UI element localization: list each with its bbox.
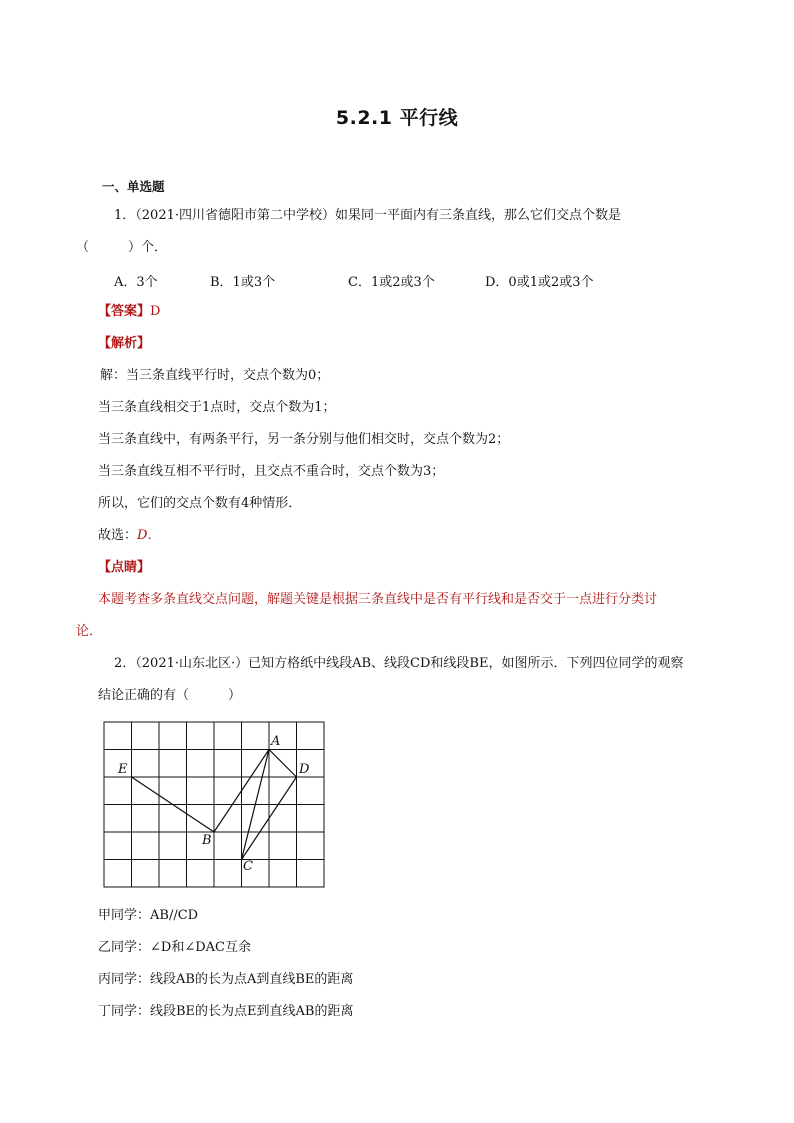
- q1-option-d: D．0或1或2或3个: [485, 275, 594, 290]
- q1-stem-line2: （ ）个．: [76, 240, 168, 255]
- label-b: B: [202, 833, 212, 848]
- analysis-line-3: 当三条直线中，有两条平行，另一条分别与他们相交时，交点个数为2；: [98, 432, 510, 447]
- grid-svg: [103, 721, 327, 889]
- label-d: D: [299, 762, 310, 777]
- choose-value: D．: [137, 528, 161, 543]
- statement-ding: 丁同学：线段BE的长为点E到直线AB的距离: [98, 1004, 354, 1019]
- analysis-line-4: 当三条直线互相不平行时，且交点不重合时，交点个数为3；: [98, 464, 445, 479]
- segment-ad: [269, 750, 297, 778]
- q2-stem-line2: 结论正确的有（ ）: [98, 688, 242, 703]
- q1-option-a: A．3个: [114, 275, 158, 290]
- statement-yi: 乙同学：∠D和∠DAC互余: [98, 940, 251, 955]
- grid-figure: [103, 721, 327, 893]
- answer-value: D: [150, 304, 161, 319]
- section-heading: 一、单选题: [102, 179, 165, 194]
- statement-jia: 甲同学：AB//CD: [98, 908, 199, 923]
- label-e: E: [118, 762, 128, 777]
- q1-stem-line1: 1．（2021·四川省德阳市第二中学校）如果同一平面内有三条直线，那么它们交点个数是: [114, 208, 621, 223]
- analysis-line-1: 解：当三条直线平行时，交点个数为0；: [100, 368, 330, 383]
- answer-tag: 【答案】: [98, 304, 151, 319]
- choose-prefix: 故选：: [98, 528, 138, 543]
- analysis-line-5: 所以，它们的交点个数有4种情形．: [98, 496, 302, 511]
- q2-stem-line1: 2．（2021·山东北区·）已知方格纸中线段AB、线段CD和线段BE，如图所示．下列四位同学的观察: [114, 656, 684, 671]
- q1-comment-tag: 【点睛】: [98, 560, 151, 575]
- analysis-line-2: 当三条直线相交于1点时，交点个数为1；: [98, 400, 336, 415]
- q1-analysis-tag: 【解析】: [98, 336, 151, 351]
- q1-answer: [98, 303, 160, 321]
- q1-choose: [98, 527, 160, 545]
- label-a: A: [271, 734, 281, 749]
- statement-bing: 丙同学：线段AB的长为点A到直线BE的距离: [98, 972, 354, 987]
- label-c: C: [243, 859, 253, 874]
- q1-option-c: C．1或2或3个: [348, 275, 435, 290]
- page-title: 5.2.1 平行线: [335, 107, 459, 129]
- q1-option-b: B．1或3个: [210, 275, 276, 290]
- comment-line-2: 论．: [76, 624, 103, 639]
- comment-line-1: 本题考查多条直线交点问题，解题关键是根据三条直线中是否有平行线和是否交于一点进行分类讨: [98, 592, 658, 607]
- grid-lines: [104, 722, 324, 887]
